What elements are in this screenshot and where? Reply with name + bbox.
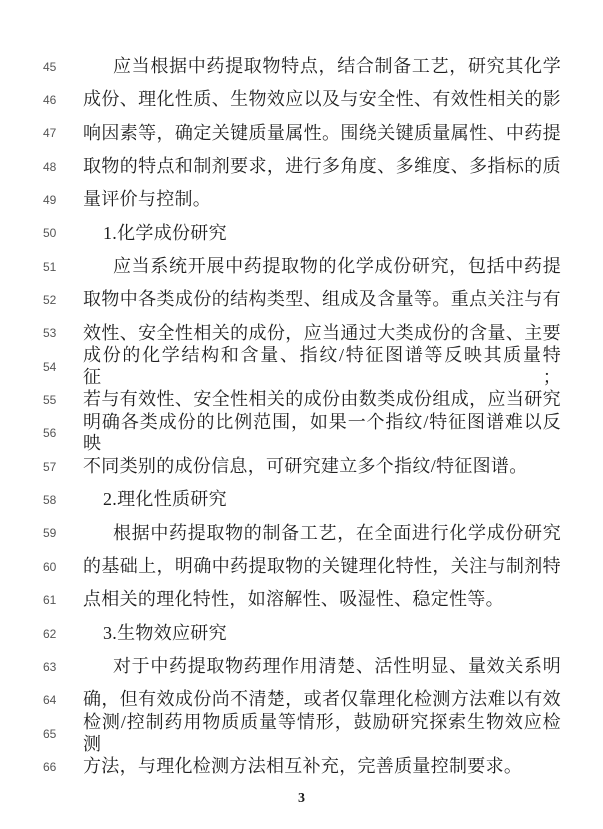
text-line (43, 411, 563, 454)
line-text: 3.生物效应研究 (103, 622, 227, 643)
page-number: 3 (298, 791, 305, 806)
line-text: 成份的化学结构和含量、指纹/特征图谱等反映其质量特征； (83, 345, 561, 387)
line-text: 2.理化性质研究 (103, 489, 227, 510)
line-number: 57 (43, 459, 57, 474)
document-body (43, 50, 563, 784)
line-number: 53 (43, 326, 57, 341)
line-number: 66 (43, 759, 57, 774)
text-line (43, 250, 563, 283)
text-line (43, 650, 563, 683)
text-line (43, 283, 563, 316)
line-text: 不同类别的成份信息，可研究建立多个指纹/特征图谱。 (83, 456, 528, 476)
line-number: 48 (43, 159, 57, 174)
text-line (43, 83, 563, 116)
line-number: 61 (43, 593, 57, 608)
text-line (43, 617, 563, 650)
line-text: 的基础上，明确中药提取物的关键理化特性，关注与制剂特 (83, 556, 561, 577)
line-text: 对于中药提取物药理作用清楚、活性明显、量效关系明 (113, 656, 561, 677)
line-text: 响因素等，确定关键质量属性。围绕关键质量属性、中药提 (83, 122, 561, 143)
line-number: 47 (43, 126, 57, 141)
line-number: 50 (43, 226, 57, 241)
line-text: 检测/控制药用物质质量等情形，鼓励研究探索生物效应检测 (83, 711, 561, 754)
line-number: 55 (43, 393, 57, 408)
line-number: 65 (43, 726, 57, 741)
text-line (43, 584, 563, 617)
line-number: 45 (43, 59, 57, 74)
line-text: 明确各类成份的比例范围，如果一个指纹/特征图谱难以反映 (83, 411, 561, 454)
text-line (43, 183, 563, 216)
line-number: 59 (43, 526, 57, 541)
text-line (43, 517, 563, 550)
text-line (43, 711, 563, 754)
line-number: 51 (43, 259, 57, 274)
text-line (43, 450, 563, 483)
line-text: 确，但有效成份尚不清楚，或者仅靠理化检测方法难以有效 (83, 689, 561, 710)
line-text: 根据中药提取物的制备工艺，在全面进行化学成份研究 (113, 522, 561, 543)
line-number: 63 (43, 659, 57, 674)
text-line (43, 150, 563, 183)
line-number: 56 (43, 426, 57, 441)
line-text: 点相关的理化特性，如溶解性、吸湿性、稳定性等。 (83, 589, 504, 610)
line-text: 取物中各类成份的结构类型、组成及含量等。重点关注与有 (83, 289, 561, 310)
text-line (43, 217, 563, 250)
line-text: 方法，与理化检测方法相互补充，完善质量控制要求。 (83, 756, 523, 777)
line-number: 64 (43, 693, 57, 708)
line-text: 应当根据中药提取物特点，结合制备工艺，研究其化学 (113, 55, 561, 76)
text-line (43, 50, 563, 83)
line-text: 成份、理化性质、生物效应以及与安全性、有效性相关的影 (83, 89, 561, 110)
line-text: 量评价与控制。 (83, 189, 212, 210)
line-text: 若与有效性、安全性相关的成份由数类成份组成，应当研究 (83, 389, 561, 410)
text-line (43, 345, 563, 387)
line-number: 60 (43, 559, 57, 574)
line-number: 49 (43, 193, 57, 208)
line-number: 54 (43, 359, 57, 374)
text-line (43, 117, 563, 150)
line-number: 46 (43, 93, 57, 108)
text-line (43, 550, 563, 583)
line-text: 取物的特点和制剂要求，进行多角度、多维度、多指标的质 (83, 155, 561, 176)
line-text: 1.化学成份研究 (103, 222, 227, 243)
text-line (43, 483, 563, 516)
line-number: 52 (43, 293, 57, 308)
text-line (43, 750, 563, 783)
line-text: 效性、安全性相关的成份，应当通过大类成份的含量、主要 (83, 322, 561, 343)
line-text: 应当系统开展中药提取物的化学成份研究，包括中药提 (113, 255, 561, 276)
line-number: 62 (43, 626, 57, 641)
line-number: 58 (43, 493, 57, 508)
